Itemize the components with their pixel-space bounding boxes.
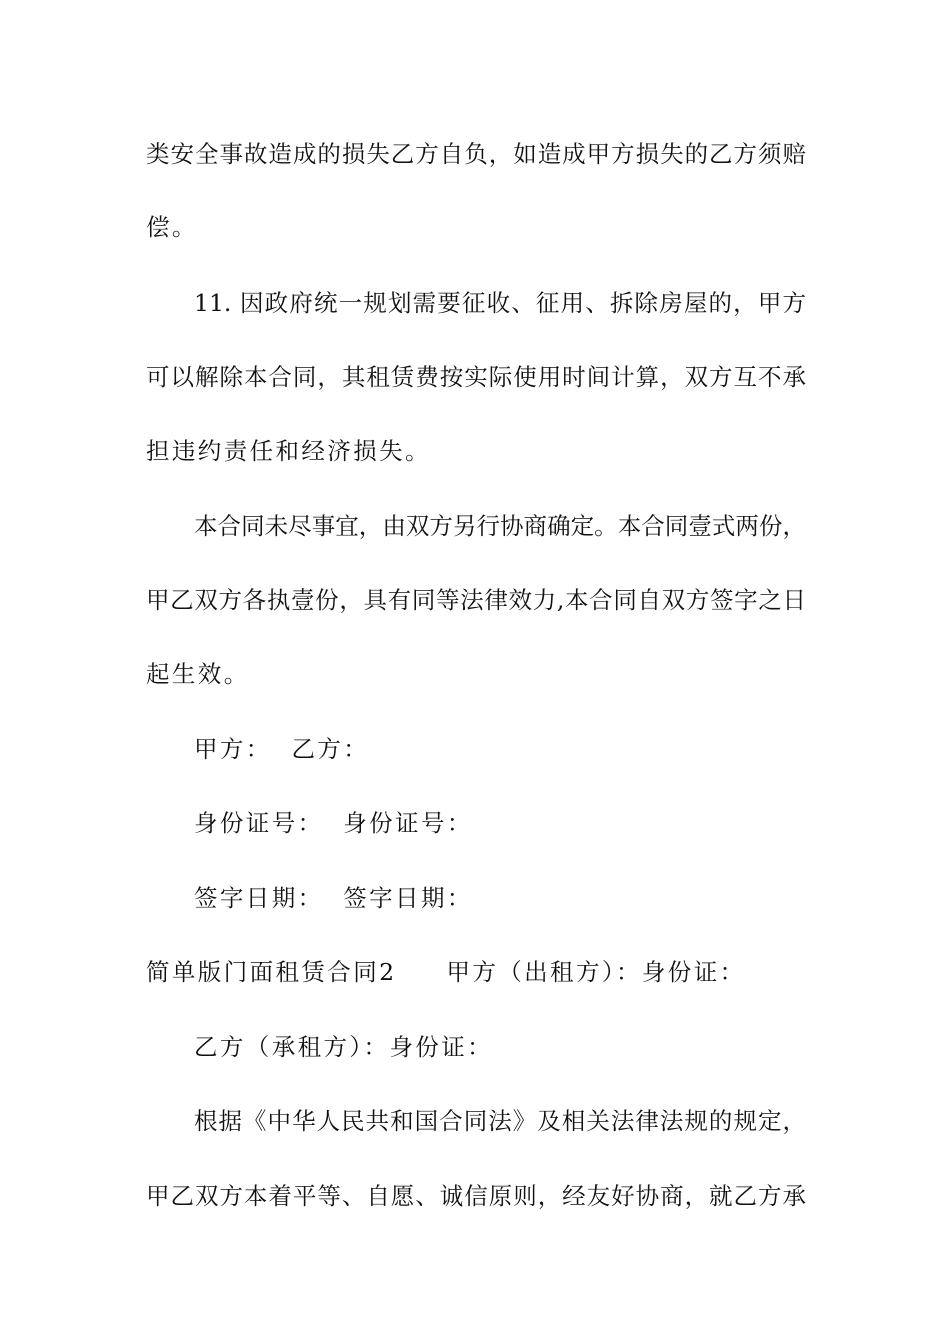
contract-title: 简单版门面租赁合同2: [146, 958, 397, 986]
sign-date-line: 签字日期： 签字日期：: [194, 884, 473, 912]
paragraph-line: 可以解除本合同，其租赁费按实际使用时间计算，双方互不承: [146, 363, 806, 391]
contract-title-line: [146, 952, 806, 992]
paragraph-line: 甲乙双方本着平等、自愿、诚信原则，经友好协商，就乙方承: [146, 1182, 806, 1210]
paragraph-line: 本合同未尽事宜，由双方另行协商确定。本合同壹式两份，: [194, 512, 806, 540]
paragraph-line: 类安全事故造成的损失乙方自负，如造成甲方损失的乙方须赔: [146, 140, 806, 168]
lessor-line: 甲方（出租方）：身份证：: [446, 958, 746, 986]
paragraph-line: 根据《中华人民共和国合同法》及相关法律法规的规定，: [194, 1107, 806, 1135]
lessee-line: 乙方（承租方）：身份证：: [194, 1033, 494, 1061]
id-number-line: 身份证号： 身份证号：: [194, 809, 473, 837]
paragraph-line: 甲乙双方各执壹份，具有同等法律效力,本合同自双方签字之日: [146, 586, 806, 614]
paragraph-line: 偿。: [146, 213, 198, 241]
party-signature-line: 甲方： 乙方：: [194, 735, 370, 763]
paragraph-line: 担违约责任和经济损失。: [146, 437, 431, 465]
clause-11-line: 11. 因政府统一规划需要征收、征用、拆除房屋的，甲方: [194, 289, 806, 317]
paragraph-line: 起生效。: [146, 660, 250, 688]
